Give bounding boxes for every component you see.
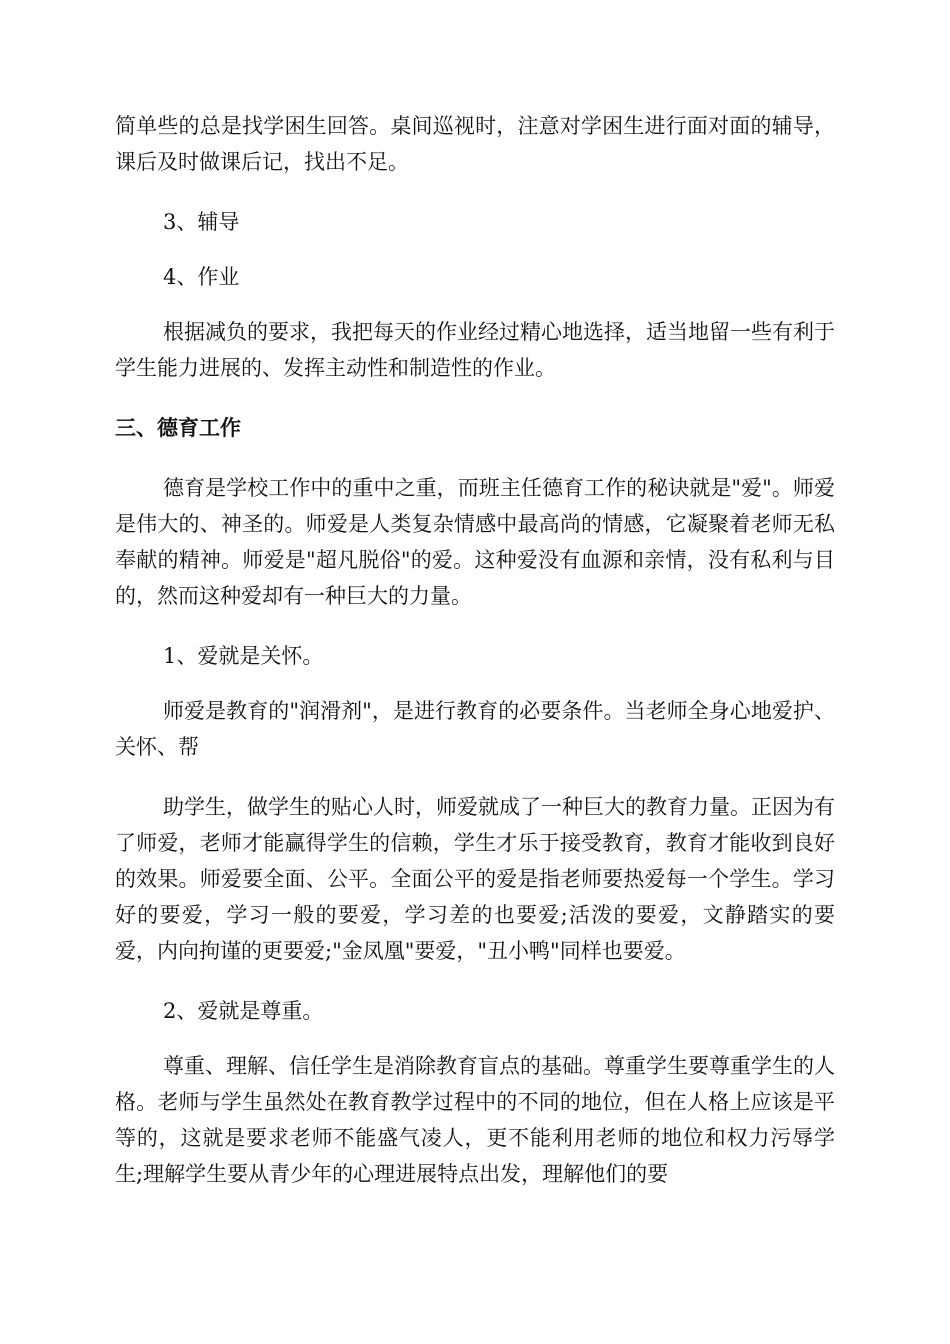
paragraph-tutoring-followup: 简单些的总是找学困生回答。桌间巡视时，注意对学困生进行面对面的辅导，课后及时做课后记，找出不足。 <box>115 114 835 174</box>
paragraph-moral-education: 德育是学校工作中的重中之重，而班主任德育工作的秘诀就是"爱"。师爱是伟大的、神圣的。师爱是人类复杂情感中最高尚的情感，它凝聚着老师无私奉献的精神。师爱是"超凡脱俗"的爱。这种爱没有血源和亲情，没有私利与目的，然而这种爱却有一种巨大的力量。 <box>115 476 835 608</box>
paragraph-homework: 根据减负的要求，我把每天的作业经过精心地选择，适当地留一些有利于学生能力进展的、发挥主动性和制造性的作业。 <box>115 320 835 380</box>
list-item-tutoring: 3、辅导 <box>163 210 240 234</box>
paragraph-love-fairness: 助学生，做学生的贴心人时，师爱就成了一种巨大的教育力量。正因为有了师爱，老师才能赢得学生的信赖，学生才乐于接受教育，教育才能收到良好的效果。师爱要全面、公平。全面公平的爱是指老师要热爱每一个学生。学习好的要爱，学习一般的要爱，学习差的也要爱;活泼的要爱，文静踏实的要爱，内向拘谨的更要爱;"金凤凰"要爱，"丑小鸭"同样也要爱。 <box>115 795 835 963</box>
paragraph-respect-students: 尊重、理解、信任学生是消除教育盲点的基础。尊重学生要尊重学生的人格。老师与学生虽然处在教育教学过程中的不同的地位，但在人格上应该是平等的，这就是要求老师不能盛气凌人，更不能利用老师的地位和权力污辱学生;理解学生要从青少年的心理进展特点出发，理解他们的要 <box>115 1054 835 1186</box>
subheading-love-is-respect: 2、爱就是尊重。 <box>163 999 324 1023</box>
paragraph-love-lubricant: 师爱是教育的"润滑剂"，是进行教育的必要条件。当老师全身心地爱护、关怀、帮 <box>115 699 835 759</box>
document-page <box>115 108 835 1216</box>
subheading-love-is-care: 1、爱就是关怀。 <box>163 644 324 668</box>
section-heading-moral-education: 三、德育工作 <box>115 416 241 440</box>
list-item-homework: 4、作业 <box>163 265 240 289</box>
